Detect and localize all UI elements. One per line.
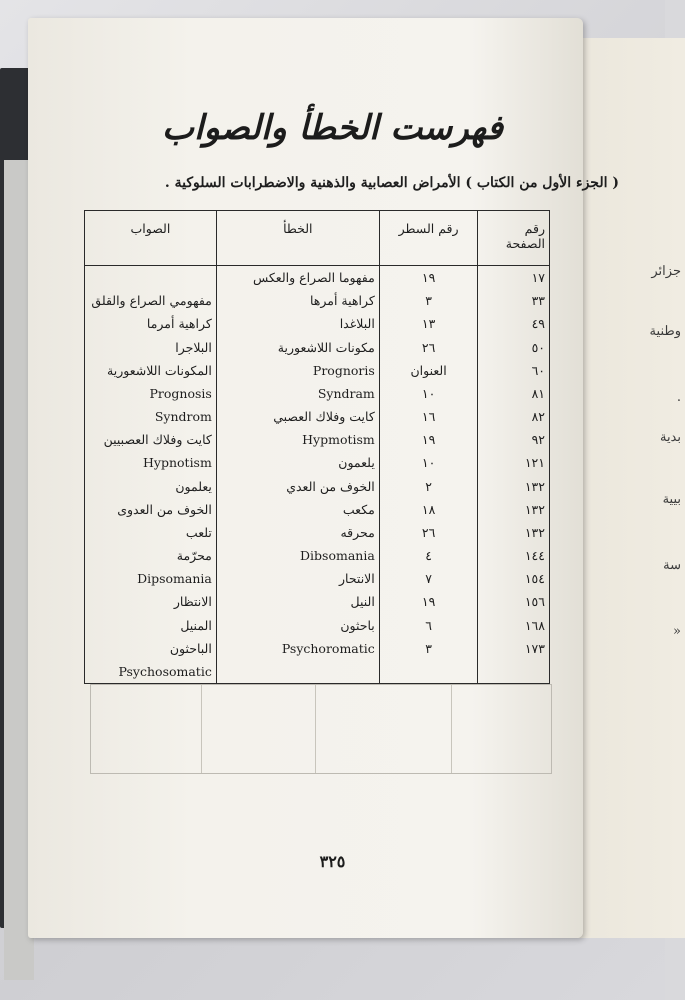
row-right: الخوف من العدوى: [85, 498, 217, 521]
row-page: ١٦٨: [478, 613, 550, 636]
table-row: [85, 660, 550, 684]
facing-page-fragment: سة: [663, 558, 681, 573]
row-wrong: كايت وفلاك العصبي: [216, 405, 379, 428]
errata-table: [84, 210, 550, 684]
facing-page-fragment: وطنية: [649, 324, 681, 339]
row-right: يعلمون: [85, 475, 217, 498]
bleed-through-table: [90, 684, 552, 774]
row-wrong: مفهوما الصراع والعكس: [216, 266, 379, 290]
row-right: المنيل: [85, 613, 217, 636]
row-wrong: كراهية أمرها: [216, 289, 379, 312]
header-page-number: رقم الصفحة: [478, 211, 550, 266]
row-wrong: Hypmotism: [216, 428, 379, 451]
row-line: ١٠: [379, 451, 478, 474]
table-row: [85, 266, 550, 290]
bleed-through-rule: [451, 685, 452, 773]
bleed-through-rule: [315, 685, 316, 773]
row-line: ٣: [379, 289, 478, 312]
row-right: Prognosis: [85, 382, 217, 405]
row-wrong: Prognoris: [216, 359, 379, 382]
row-page: ١٣٢: [478, 521, 550, 544]
row-wrong: باحثون: [216, 613, 379, 636]
bleed-through-rule: [201, 685, 202, 773]
facing-page-fragment: «: [673, 624, 681, 639]
table-row: [85, 428, 550, 451]
row-line: ١٩: [379, 266, 478, 290]
header-right: الصواب: [85, 211, 217, 266]
row-wrong: Syndram: [216, 382, 379, 405]
page-number: ٣٢٥: [319, 852, 346, 871]
row-wrong: Psychoromatic: [216, 637, 379, 660]
table-row: [85, 613, 550, 636]
row-page: [478, 660, 550, 684]
table-row: [85, 289, 550, 312]
facing-page-fragment: بيية: [662, 492, 681, 507]
row-right: Psychosomatic: [85, 660, 217, 684]
table-row: [85, 336, 550, 359]
row-line: ١٨: [379, 498, 478, 521]
row-page: ٩٢: [478, 428, 550, 451]
row-right: مفهومي الصراع والقلق: [85, 289, 217, 312]
row-wrong: الانتحار: [216, 567, 379, 590]
table-row: [85, 475, 550, 498]
header-line-number: رقم السطر: [379, 211, 478, 266]
table-row: [85, 451, 550, 474]
table-row: [85, 637, 550, 660]
row-wrong: مكعب: [216, 498, 379, 521]
row-right: [85, 266, 217, 290]
row-page: ٤٩: [478, 312, 550, 335]
row-page: ١٥٦: [478, 590, 550, 613]
row-right: المكونات اللاشعورية: [85, 359, 217, 382]
page-title: فهرست الخطأ والصواب: [162, 108, 503, 148]
row-page: ١٢١: [478, 451, 550, 474]
row-page: ١٤٤: [478, 544, 550, 567]
row-page: ٣٣: [478, 289, 550, 312]
row-page: ١٣٢: [478, 498, 550, 521]
row-right: الانتظار: [85, 590, 217, 613]
row-right: كايت وفلاك العصبيين: [85, 428, 217, 451]
row-right: Dipsomania: [85, 567, 217, 590]
table-row: [85, 405, 550, 428]
row-wrong: [216, 660, 379, 684]
row-line: ٣: [379, 637, 478, 660]
row-page: ١٣٢: [478, 475, 550, 498]
row-page: ١٧: [478, 266, 550, 290]
table-row: [85, 498, 550, 521]
row-page: ٨١: [478, 382, 550, 405]
row-wrong: يلعمون: [216, 451, 379, 474]
row-right: البلاجرا: [85, 336, 217, 359]
table-row: [85, 567, 550, 590]
header-wrong: الخطأ: [216, 211, 379, 266]
row-wrong: النيل: [216, 590, 379, 613]
row-right: الباحثون: [85, 637, 217, 660]
table-row: [85, 590, 550, 613]
row-right: Hypnotism: [85, 451, 217, 474]
row-right: محرّمة: [85, 544, 217, 567]
row-page: ١٥٤: [478, 567, 550, 590]
facing-page-fragment: جزائر: [651, 264, 681, 279]
table-header-row: [85, 211, 550, 266]
row-wrong: Dibsomania: [216, 544, 379, 567]
row-right: Syndrom: [85, 405, 217, 428]
row-page: ٨٢: [478, 405, 550, 428]
row-line: ١٦: [379, 405, 478, 428]
page-subtitle: ( الجزء الأول من الكتاب ) الأمراض العصابية والذهنية والاضطرابات السلوكية .: [164, 175, 619, 191]
row-line: ٢٦: [379, 521, 478, 544]
row-line: ٧: [379, 567, 478, 590]
row-wrong: الخوف من العدي: [216, 475, 379, 498]
row-wrong: محرقه: [216, 521, 379, 544]
row-line: العنوان: [379, 359, 478, 382]
row-right: تلعب: [85, 521, 217, 544]
row-line: ١٩: [379, 428, 478, 451]
row-line: ٢٦: [379, 336, 478, 359]
facing-page-fragment: .: [676, 390, 681, 405]
row-line: [379, 660, 478, 684]
row-page: ١٧٣: [478, 637, 550, 660]
row-page: ٥٠: [478, 336, 550, 359]
row-line: ٤: [379, 544, 478, 567]
table-row: [85, 544, 550, 567]
table-row: [85, 359, 550, 382]
row-page: ٦٠: [478, 359, 550, 382]
row-line: ٦: [379, 613, 478, 636]
row-wrong: مكونات اللاشعورية: [216, 336, 379, 359]
table-row: [85, 312, 550, 335]
row-wrong: البلاغدا: [216, 312, 379, 335]
facing-page-fragment: بدية: [659, 430, 681, 445]
table-row: [85, 521, 550, 544]
row-line: ٢: [379, 475, 478, 498]
row-line: ١٠: [379, 382, 478, 405]
row-line: ١٣: [379, 312, 478, 335]
table-row: [85, 382, 550, 405]
row-line: ١٩: [379, 590, 478, 613]
row-right: كراهية أمرما: [85, 312, 217, 335]
